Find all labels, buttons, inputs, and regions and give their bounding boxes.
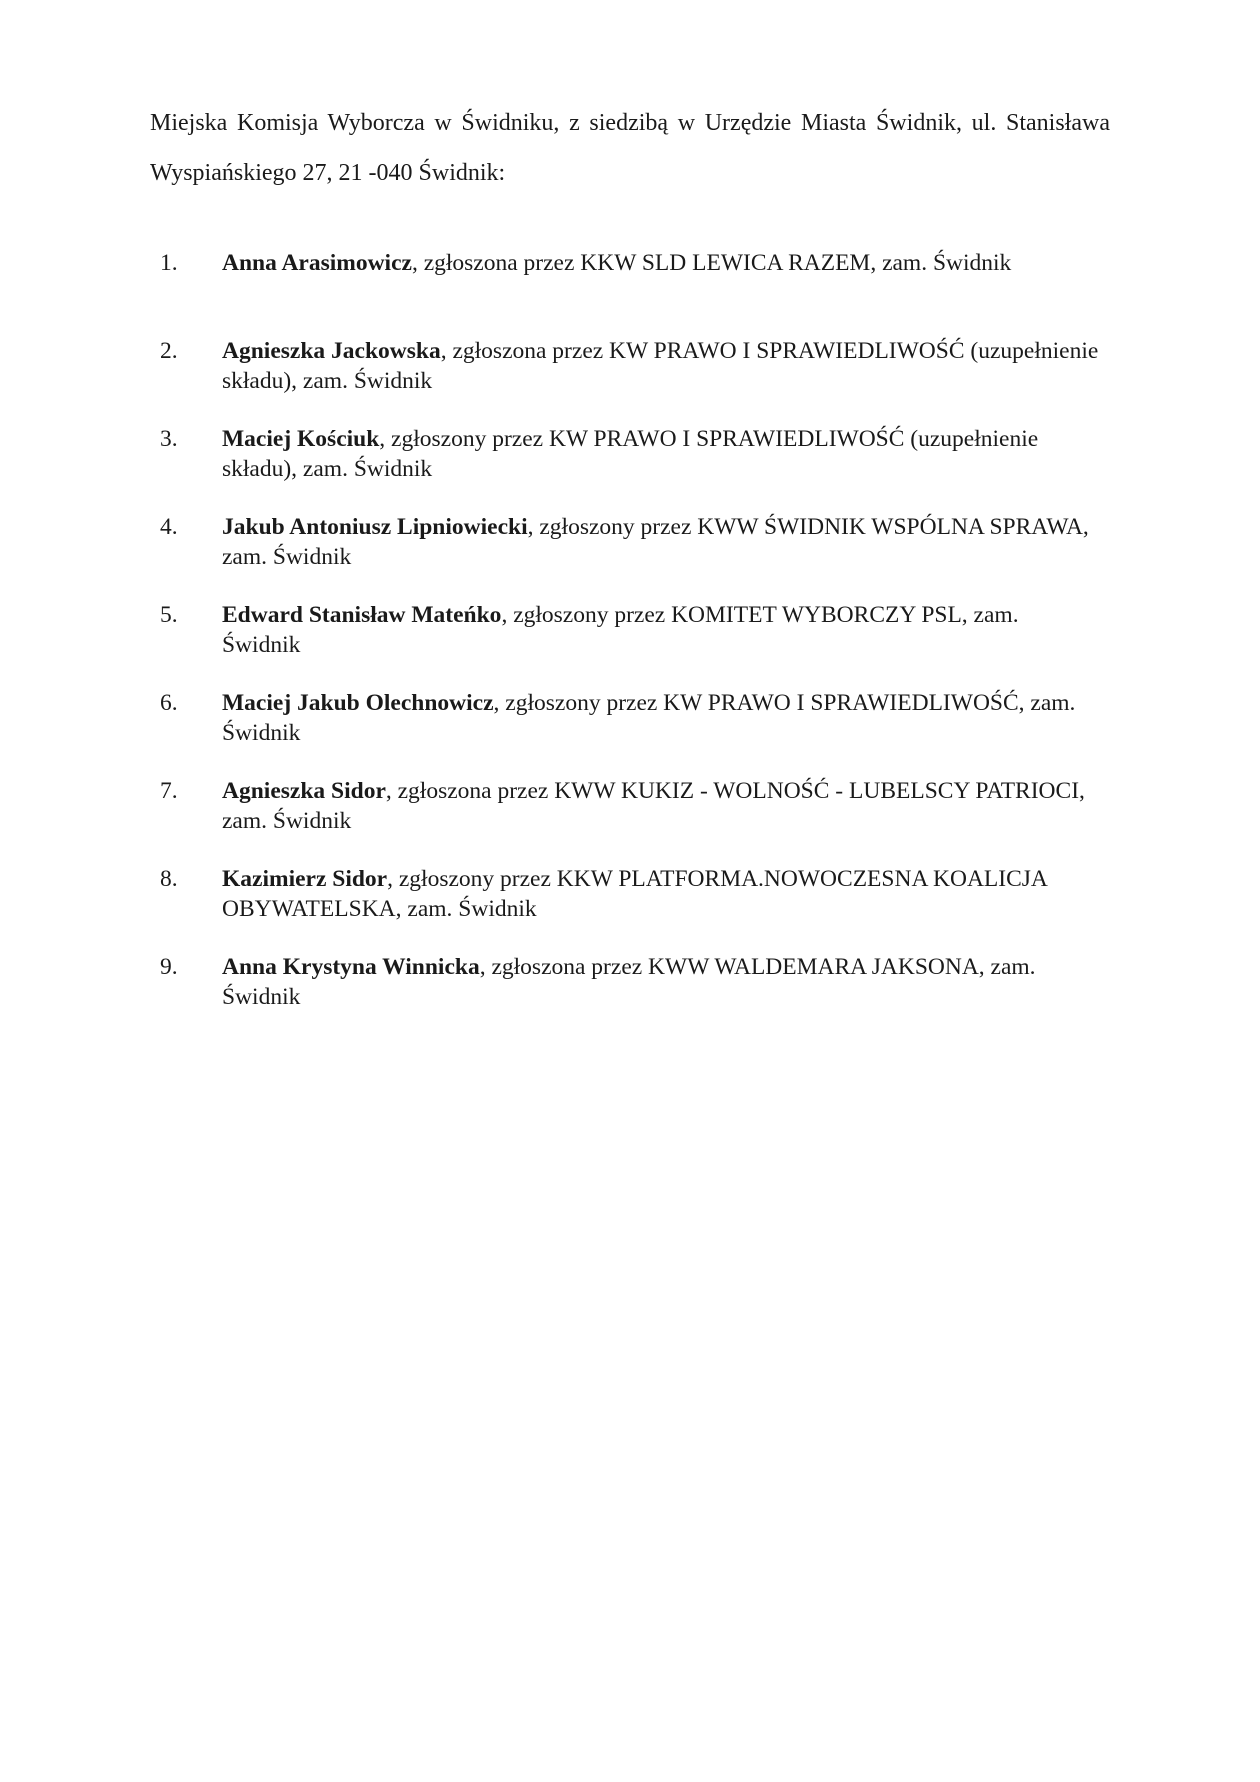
member-name: Agnieszka Jackowska	[222, 338, 441, 364]
item-text	[222, 688, 1102, 748]
item-number: 3.	[160, 426, 178, 452]
member-details: , zgłoszony przez KW PRAWO I SPRAWIEDLIWOŚĆ (uzupełnienie składu), zam. Świdnik	[222, 426, 1039, 482]
list-item	[0, 600, 1260, 688]
item-text	[222, 952, 1102, 1012]
commission-address-paragraph: Miejska Komisja Wyborcza w Świdniku, z siedzibą w Urzędzie Miasta Świdnik, ul. Stanisława Wyspiańskiego 27, 21 -040 Świdnik:	[150, 110, 1110, 186]
member-name: Maciej Kościuk	[222, 426, 380, 452]
list-item	[0, 952, 1260, 1040]
member-details: , zgłoszony przez KOMITET WYBORCZY PSL, zam. Świdnik	[222, 602, 1019, 658]
list-item	[0, 424, 1260, 512]
member-name: Kazimierz Sidor	[222, 866, 388, 892]
list-item	[0, 512, 1260, 600]
member-details: , zgłoszona przez KKW SLD LEWICA RAZEM, zam. Świdnik	[411, 250, 1012, 276]
item-number: 8.	[160, 866, 178, 892]
list-item	[0, 688, 1260, 776]
member-details: , zgłoszony przez KW PRAWO I SPRAWIEDLIWOŚĆ, zam. Świdnik	[222, 690, 1076, 746]
member-name: Agnieszka Sidor	[222, 778, 386, 804]
item-text	[222, 248, 1102, 278]
member-name: Jakub Antoniusz Lipniowiecki	[222, 514, 528, 540]
item-number: 5.	[160, 602, 178, 628]
item-number: 9.	[160, 954, 178, 980]
member-details: , zgłoszona przez KWW WALDEMARA JAKSONA, zam. Świdnik	[222, 954, 1036, 1010]
item-number: 2.	[160, 338, 178, 364]
item-number: 6.	[160, 690, 178, 716]
item-text	[222, 424, 1102, 484]
list-item	[0, 336, 1260, 424]
member-name: Anna Krystyna Winnicka	[222, 954, 480, 980]
item-text	[222, 512, 1102, 572]
item-text	[222, 600, 1102, 660]
member-details: , zgłoszona przez KW PRAWO I SPRAWIEDLIWOŚĆ (uzupełnienie składu), zam. Świdnik	[222, 338, 1099, 394]
member-list	[0, 248, 1260, 1040]
item-text	[222, 864, 1102, 924]
member-details: , zgłoszona przez KWW KUKIZ - WOLNOŚĆ - LUBELSCY PATRIOCI, zam. Świdnik	[222, 778, 1085, 834]
member-name: Anna Arasimowicz	[222, 250, 412, 276]
item-text	[222, 776, 1102, 836]
list-item	[0, 776, 1260, 864]
item-number: 1.	[160, 250, 178, 276]
list-item	[0, 864, 1260, 952]
member-details: , zgłoszony przez KKW PLATFORMA.NOWOCZESNA KOALICJA OBYWATELSKA, zam. Świdnik	[222, 866, 1047, 922]
list-item	[0, 248, 1260, 336]
item-number: 7.	[160, 778, 178, 804]
item-number: 4.	[160, 514, 178, 540]
item-text	[222, 336, 1102, 396]
member-name: Edward Stanisław Mateńko	[222, 602, 502, 628]
member-details: , zgłoszony przez KWW ŚWIDNIK WSPÓLNA SPRAWA, zam. Świdnik	[222, 514, 1089, 570]
member-name: Maciej Jakub Olechnowicz	[222, 690, 494, 716]
